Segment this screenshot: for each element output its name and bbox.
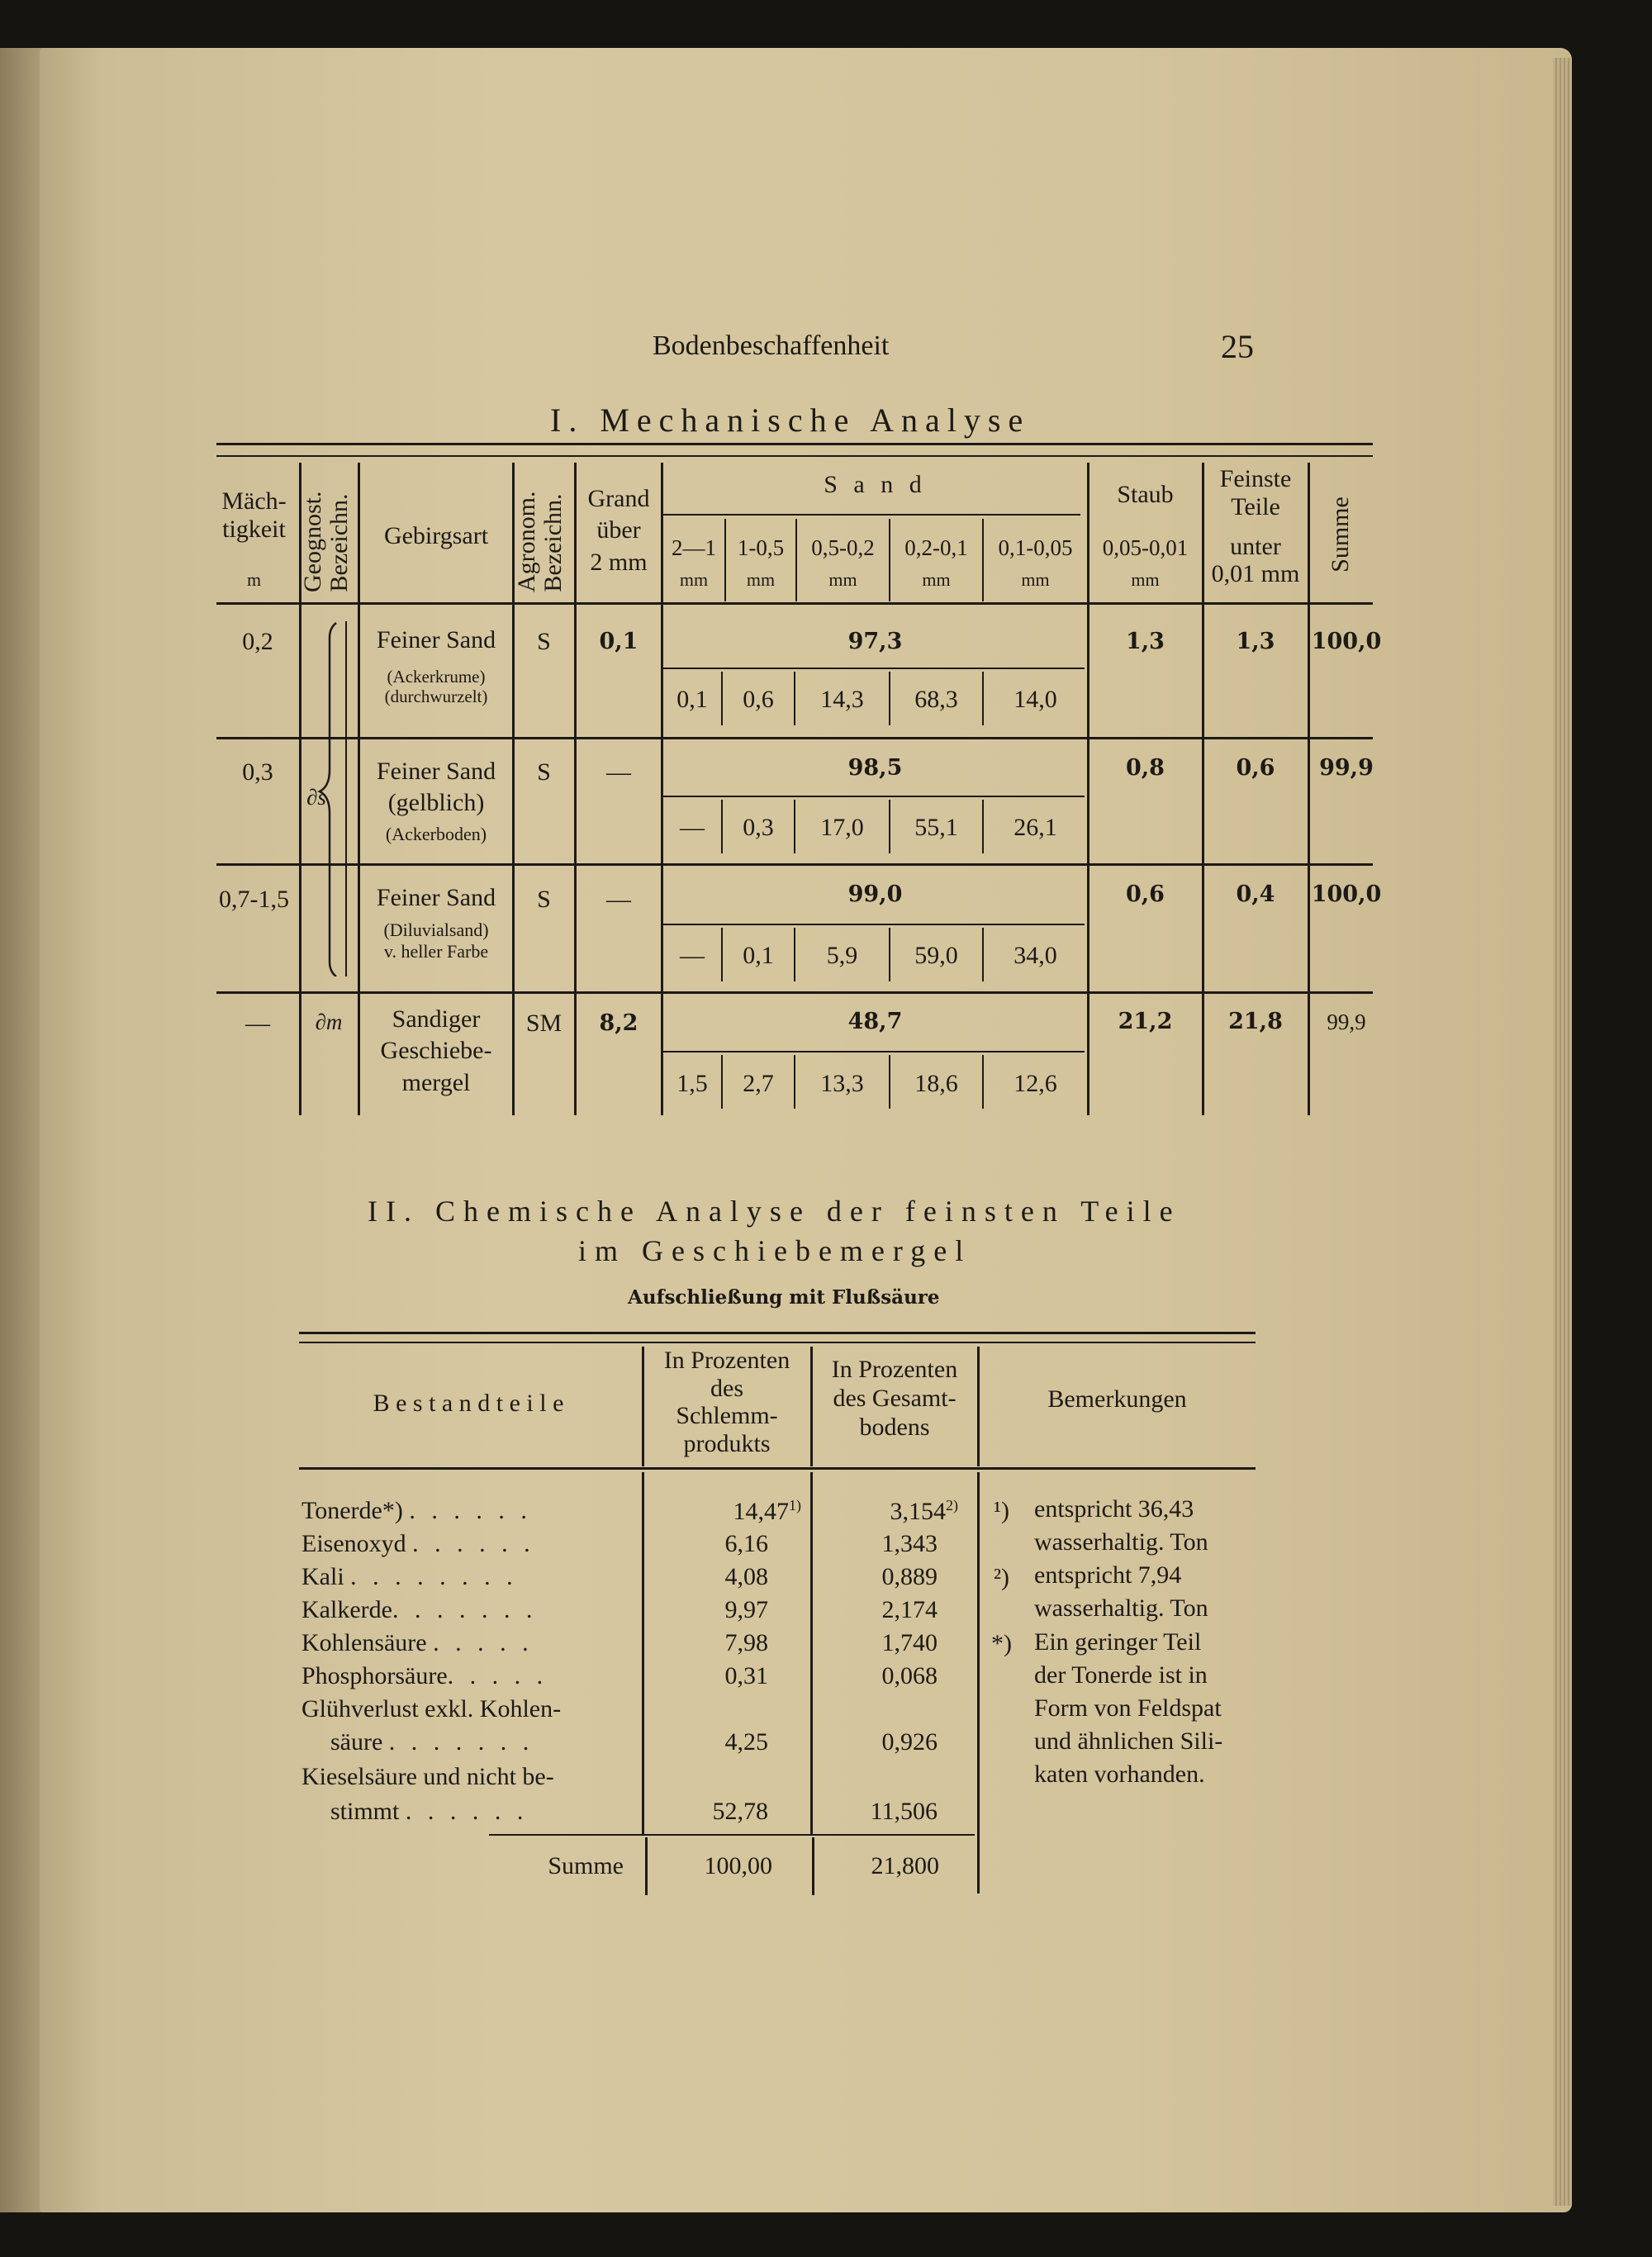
mech-row-4-sand-value: 18,6: [914, 1070, 958, 1097]
header-feinste: Feinste Teile: [1219, 465, 1292, 520]
component-name: Eisenoxyd . . . . . .: [301, 1530, 535, 1557]
mech-row-2-agronom: S: [537, 758, 551, 786]
mech-row-4-sand-total: 48,7: [847, 1009, 903, 1034]
mech-row-3-sand-value: 34,0: [1014, 942, 1057, 969]
mech-row-1-staub: 1,3: [1126, 629, 1165, 654]
remark-line: entspricht 7,94: [1034, 1561, 1182, 1589]
schlemm-value: 0,31: [724, 1662, 768, 1689]
mech-row-2-sand-value: 55,1: [914, 814, 958, 841]
schlemm-value: 52,78: [712, 1798, 768, 1825]
mech-row-3-summe: 100,0: [1311, 881, 1382, 907]
mech-row-1-feinste: 1,3: [1236, 629, 1275, 654]
mech-row-2-sand-total: 98,5: [847, 755, 903, 781]
mech-row-3-sand-total: 99,0: [847, 881, 903, 907]
mech-row-2-staub: 0,8: [1126, 755, 1165, 781]
mech-row-2-maechtigkeit: 0,3: [242, 758, 273, 786]
mech-row-4-summe: 99,9: [1327, 1010, 1366, 1034]
header-gesamt: In Prozenten des Gesamt- bodens: [831, 1356, 958, 1442]
mech-row-3-grand: —: [606, 886, 631, 913]
mech-row-1-summe: 100,0: [1311, 629, 1382, 654]
mech-row-1-grand: 0,1: [599, 629, 638, 654]
gesamt-value: 3,154$^{2)}$: [890, 1497, 958, 1525]
mech-row-1-gebirgsart: Feiner Sand: [376, 626, 496, 653]
mech-row-4-sand-value: 2,7: [743, 1070, 774, 1097]
schlemm-value: 6,16: [724, 1530, 768, 1557]
header-maechtigkeit: Mäch- tigkeit: [221, 487, 287, 543]
component-name: Glühverlust exkl. Kohlen-: [301, 1695, 562, 1722]
mech-row-3-sand-value: 5,9: [826, 942, 858, 969]
mech-row-1-maechtigkeit: 0,2: [242, 628, 273, 655]
mech-row-3-gebirgsart: Feiner Sand: [376, 884, 496, 911]
remark-line: entspricht 36,43: [1034, 1495, 1194, 1523]
mech-row-3-gebirgsart-sub: (Diluvialsand) v. heller Farbe: [383, 919, 489, 962]
remark-mark: ¹): [994, 1497, 1009, 1524]
chemical-analysis-title: II. Chemische Analyse der feinsten Teile: [368, 1195, 1181, 1228]
mech-row-2-sand-value: 0,3: [743, 814, 774, 841]
component-name-cont: säure . . . . . . .: [330, 1728, 534, 1756]
chemical-analysis-title-line2: im Geschiebemergel: [578, 1234, 972, 1267]
chemical-analysis-subtitle: Aufschließung mit Flußsäure: [628, 1286, 940, 1309]
header-schlemm: In Prozenten des Schlemm- produkts: [663, 1347, 790, 1457]
gesamt-value: 1,740: [881, 1629, 938, 1656]
header-gebirgsart: Gebirgsart: [383, 522, 489, 549]
mech-row-4-agronom: SM: [525, 1010, 563, 1037]
header-sand-unit: mm: [1021, 569, 1050, 590]
schlemm-value: 4,08: [724, 1563, 768, 1590]
book-page: [40, 48, 1572, 2212]
header-grand: Grand über 2 mm: [587, 485, 650, 576]
header-staub-unit: mm: [1131, 569, 1160, 590]
mech-row-2-sand-value: —: [680, 814, 705, 841]
mech-row-3-staub: 0,6: [1126, 881, 1165, 907]
mech-row-3-sand-value: 59,0: [914, 942, 958, 969]
component-name: Kieselsäure und nicht be-: [301, 1763, 554, 1790]
header-sand-range: 0,1-0,05: [998, 535, 1073, 560]
mech-row-3-sand-value: —: [680, 942, 705, 969]
mech-row-4-staub: 21,2: [1118, 1009, 1173, 1034]
mech-row-2-summe: 99,9: [1319, 755, 1374, 781]
component-name: Tonerde*) . . . . . .: [301, 1497, 532, 1524]
sum-schlemm: 100,00: [704, 1852, 772, 1879]
mech-row-4-maechtigkeit: —: [245, 1010, 270, 1037]
mech-row-4-sand-value: 13,3: [820, 1070, 864, 1097]
remark-line: der Tonerde ist in: [1034, 1661, 1208, 1689]
header-sand-range: 2—1: [672, 535, 716, 560]
mech-row-1-sand-total: 97,3: [847, 629, 903, 654]
header-staub: Staub: [1117, 481, 1174, 508]
mech-row-4-gebirgsart: Sandiger Geschiebe- mergel: [380, 1005, 492, 1096]
remark-line: wasserhaltig. Ton: [1034, 1594, 1208, 1622]
mech-row-4-sand-value: 1,5: [676, 1070, 708, 1097]
header-summe: Summe: [1327, 497, 1354, 573]
header-bemerkungen: Bemerkungen: [1047, 1385, 1187, 1413]
remark-mark: *): [991, 1630, 1012, 1657]
header-agronom: Agronom. Bezeichn.: [513, 491, 567, 592]
component-name-cont: stimmt . . . . . .: [330, 1798, 529, 1825]
mech-row-4-geognost: ∂m: [315, 1010, 343, 1034]
mech-row-3-sand-value: 0,1: [743, 942, 774, 969]
schlemm-value: 14,47$^{1)}$: [733, 1497, 801, 1525]
gesamt-value: 11,506: [870, 1798, 938, 1825]
header-sand-range: 1-0,5: [737, 535, 785, 560]
header-sand: S a n d: [824, 471, 927, 498]
gesamt-value: 0,926: [881, 1728, 938, 1756]
mech-row-2-grand: —: [606, 758, 631, 786]
mech-row-1-sand-value: 14,0: [1014, 686, 1057, 713]
page-edges: [1553, 58, 1571, 2206]
mech-row-2-feinste: 0,6: [1236, 755, 1275, 781]
header-sand-range: 0,2-0,1: [904, 535, 968, 560]
gesamt-value: 0,889: [881, 1563, 938, 1590]
mech-row-4-grand: 8,2: [599, 1010, 638, 1036]
component-name: Kohlensäure . . . . .: [301, 1629, 534, 1656]
remark-line: Form von Feldspat: [1034, 1694, 1222, 1722]
mech-row-3-feinste: 0,4: [1236, 881, 1275, 907]
running-header: Bodenbeschaffenheit: [653, 330, 890, 361]
header-sand-unit: mm: [922, 569, 951, 590]
page-number: 25: [1221, 328, 1254, 365]
schlemm-value: 9,97: [724, 1596, 768, 1623]
mech-row-4-sand-value: 12,6: [1014, 1070, 1057, 1097]
remark-line: katen vorhanden.: [1034, 1760, 1205, 1788]
mech-row-3-agronom: S: [537, 886, 551, 913]
header-sand-unit: mm: [746, 569, 776, 590]
mech-row-1-sand-value: 68,3: [914, 686, 958, 713]
component-name: Phosphorsäure. . . . .: [301, 1662, 548, 1689]
schlemm-value: 7,98: [724, 1629, 768, 1656]
component-name: Kali . . . . . . . .: [301, 1563, 518, 1590]
header-staub-range: 0,05-0,01: [1102, 535, 1189, 560]
header-geognost: Geognost. Bezeichn.: [299, 491, 353, 592]
sum-label: Summe: [548, 1852, 624, 1879]
remark-line: und ähnlichen Sili-: [1034, 1727, 1223, 1755]
component-name: Kalkerde. . . . . . .: [301, 1596, 538, 1623]
mech-row-3-maechtigkeit: 0,7-1,5: [219, 886, 289, 913]
header-sand-range: 0,5-0,2: [811, 535, 875, 560]
gesamt-value: 1,343: [881, 1530, 938, 1557]
mech-row-2-gebirgsart: Feiner Sand (gelblich): [376, 758, 496, 816]
header-sand-unit: mm: [679, 569, 709, 590]
remark-line: wasserhaltig. Ton: [1034, 1528, 1208, 1556]
header-maechtigkeit-unit: m: [246, 569, 262, 590]
mech-row-2-sand-value: 17,0: [820, 814, 864, 841]
mech-row-1-sand-value: 0,6: [743, 686, 774, 713]
mech-row-1-agronom: S: [537, 628, 551, 655]
mech-row-1-sand-value: 14,3: [820, 686, 864, 713]
gesamt-value: 0,068: [881, 1662, 938, 1689]
remark-mark: ²): [994, 1564, 1009, 1591]
header-feinste-range: unter 0,01 mm: [1211, 533, 1300, 587]
mechanical-analysis-title: I. Mechanische Analyse: [550, 402, 1031, 439]
remark-line: Ein geringer Teil: [1034, 1628, 1202, 1656]
header-sand-unit: mm: [828, 569, 857, 590]
mech-row-4-feinste: 21,8: [1228, 1009, 1283, 1034]
schlemm-value: 4,25: [724, 1728, 768, 1756]
mech-row-2-gebirgsart-sub: (Ackerboden): [385, 824, 487, 844]
mech-row-2-sand-value: 26,1: [1014, 814, 1057, 841]
sum-gesamt: 21,800: [871, 1852, 939, 1879]
mech-row-1-sand-value: 0,1: [676, 686, 708, 713]
header-bestandteile: B e s t a n d t e i l e: [373, 1390, 564, 1417]
mech-row-1-gebirgsart-sub: (Ackerkrume) (durchwurzelt): [384, 667, 488, 706]
geognost-group-label: ∂s: [306, 785, 326, 810]
gesamt-value: 2,174: [881, 1596, 938, 1623]
